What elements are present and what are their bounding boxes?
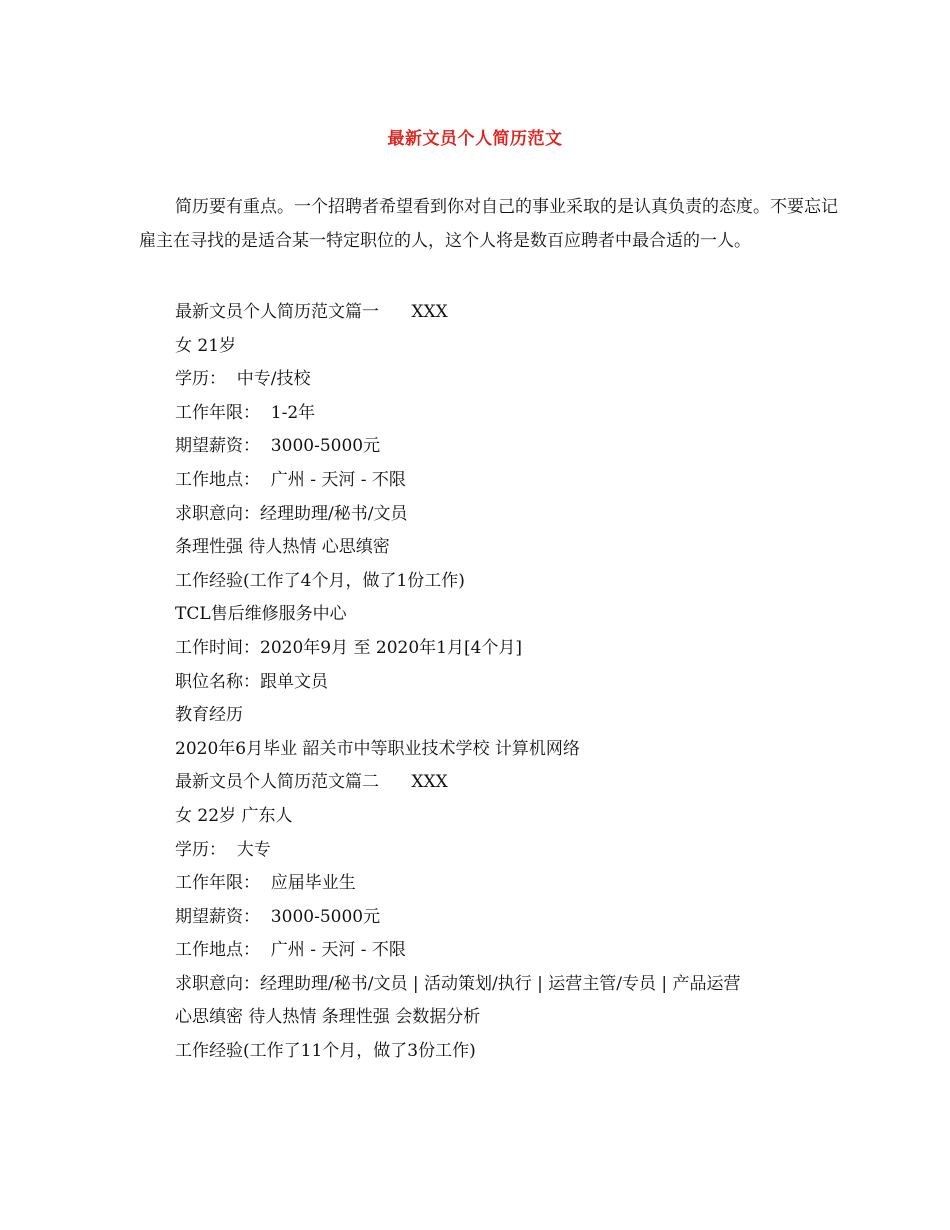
resume-line: 工作地点： 广州 - 天河 - 不限 [175, 940, 406, 961]
resume-line: 学历： 大专 [175, 839, 271, 860]
resume-lines [139, 296, 839, 1069]
resume-line: 工作年限： 应届毕业生 [175, 873, 356, 894]
resume-line: TCL售后维修服务中心 [175, 604, 347, 625]
resume-line: 条理性强 待人热情 心思缜密 [175, 537, 390, 558]
resume-line: 工作地点： 广州 - 天河 - 不限 [175, 469, 406, 490]
resume-line-wrapped: 求职意向：经理助理/秘书/文员 | 活动策划/执行 | 运营主管/专员 | 产品运营 [175, 973, 741, 994]
resume-line: 期望薪资： 3000-5000元 [175, 436, 381, 457]
resume-line: 最新文员个人简历范文篇一 XXX [175, 302, 448, 322]
resume-line: 女 22岁 广东人 [175, 805, 293, 826]
resume-line: 工作时间：2020年9月 至 2020年1月[4个月] [175, 637, 523, 658]
intro-paragraph: 简历要有重点。一个招聘者希望看到你对自己的事业采取的是认真负责的态度。不要忘记雇主在寻找的是适合某一特定职位的人，这个人将是数百应聘者中最合适的一人。 [139, 197, 838, 251]
resume-line: 工作年限： 1-2年 [175, 402, 316, 423]
resume-line: 期望薪资： 3000-5000元 [175, 906, 381, 927]
resume-line: 学历： 中专/技校 [175, 369, 311, 390]
resume-line: 教育经历 [175, 705, 243, 726]
resume-line: 工作经验(工作了4个月，做了1份工作) [175, 570, 465, 591]
resume-line: 心思缜密 待人热情 条理性强 会数据分析 [175, 1007, 481, 1028]
resume-line: 职位名称：跟单文员 [175, 671, 328, 692]
resume-line: 工作经验(工作了11个月，做了3份工作) [175, 1041, 476, 1062]
resume-line: 最新文员个人简历范文篇二 XXX [175, 772, 448, 793]
document-title: 最新文员个人简历范文 [387, 129, 563, 149]
resume-line: 女 21岁 [175, 335, 237, 356]
resume-line: 求职意向：经理助理/秘书/文员 [175, 503, 408, 524]
resume-line: 2020年6月毕业 韶关市中等职业技术学校 计算机网络 [175, 738, 580, 759]
